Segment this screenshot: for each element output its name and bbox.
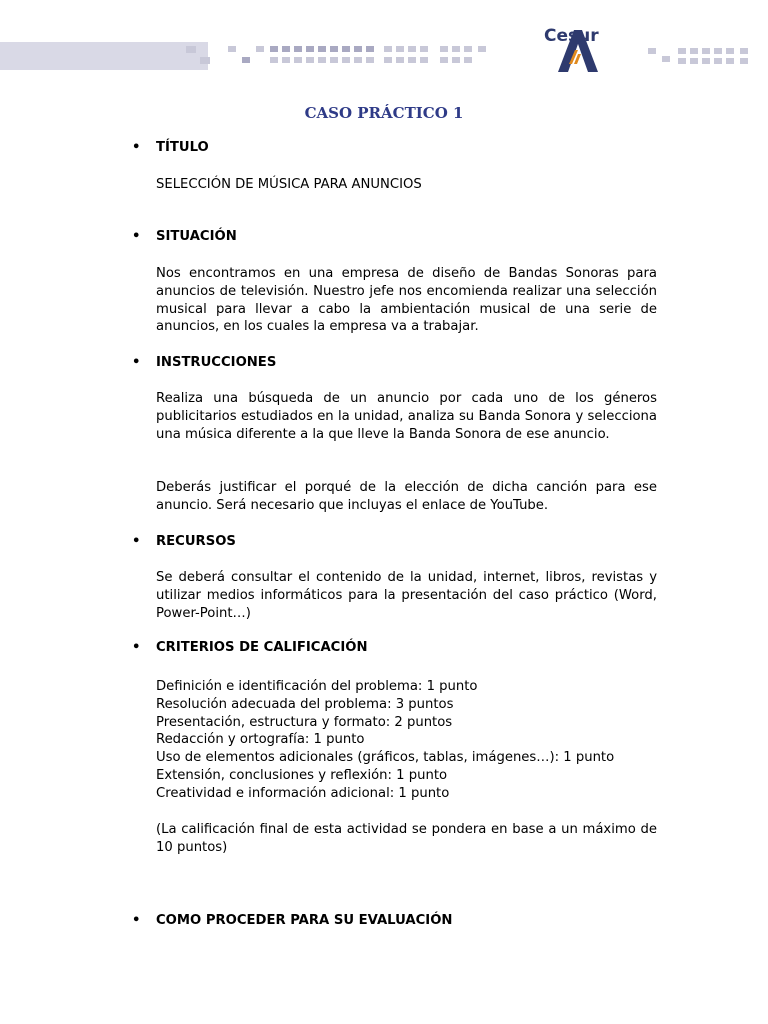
decor-square xyxy=(478,46,486,52)
decor-square xyxy=(648,48,656,54)
decor-square xyxy=(396,57,404,63)
decor-square xyxy=(294,57,302,63)
decor-square xyxy=(702,58,710,64)
decor-square xyxy=(354,57,362,63)
decor-square xyxy=(678,58,686,64)
section-instrucciones-text-2: Deberás justificar el porqué de la elección de dicha canción para ese anuncio. Será necesario que incluyas el enlace de YouTube. xyxy=(156,480,657,513)
decor-square xyxy=(282,57,290,63)
decor-square xyxy=(464,46,472,52)
criteria-item: Extensión, conclusiones y reflexión: 1 punto xyxy=(156,767,448,783)
decor-square xyxy=(420,57,428,63)
decor-square xyxy=(306,57,314,63)
section-heading: CRITERIOS DE CALIFICACIÓN xyxy=(156,640,368,655)
bullet-icon: • xyxy=(132,913,141,928)
criteria-item: Resolución adecuada del problema: 3 puntos xyxy=(156,696,454,712)
decor-square xyxy=(740,58,748,64)
decor-square xyxy=(186,46,196,53)
decor-square xyxy=(662,56,670,62)
section-heading: TÍTULO xyxy=(156,140,209,155)
criteria-item: Presentación, estructura y formato: 2 puntos xyxy=(156,714,453,730)
decor-square xyxy=(294,46,302,52)
decor-square xyxy=(420,46,428,52)
criteria-item: Redacción y ortografía: 1 punto xyxy=(156,732,365,748)
section-situacion-text: Nos encontramos en una empresa de diseño de Bandas Sonoras para anuncios de televisión. Nuestro jefe nos encomienda realizar una selección musical para llevar a cabo la ambientación musical de una serie de anuncios, en los cuales la empresa va a trabajar. xyxy=(156,266,657,335)
decor-square xyxy=(318,46,326,52)
section-heading: SITUACIÓN xyxy=(156,229,237,244)
criteria-list xyxy=(156,678,657,803)
criteria-item: Definición e identificación del problema: 1 punto xyxy=(156,679,478,694)
decor-square xyxy=(384,46,392,52)
bullet-icon: • xyxy=(132,534,141,549)
decor-square xyxy=(366,57,374,63)
section-heading: COMO PROCEDER PARA SU EVALUACIÓN xyxy=(156,913,453,928)
decor-square xyxy=(714,58,722,64)
decor-square xyxy=(740,48,748,54)
decor-square xyxy=(282,46,290,52)
decor-square xyxy=(396,46,404,52)
section-heading: RECURSOS xyxy=(156,534,236,549)
decor-square xyxy=(452,57,460,63)
decor-square xyxy=(440,57,448,63)
decor-square xyxy=(354,46,362,52)
decor-square xyxy=(306,46,314,52)
decor-square xyxy=(690,58,698,64)
page-header xyxy=(0,0,768,90)
decor-square xyxy=(242,57,250,63)
decor-square xyxy=(318,57,326,63)
decor-square xyxy=(702,48,710,54)
decor-square xyxy=(690,48,698,54)
decor-square xyxy=(270,57,278,63)
decor-square xyxy=(452,46,460,52)
decor-square xyxy=(200,57,210,64)
bullet-icon: • xyxy=(132,229,141,244)
decor-square xyxy=(408,46,416,52)
decor-square xyxy=(714,48,722,54)
logo-text: Cesur xyxy=(544,26,599,46)
section-heading: INSTRUCCIONES xyxy=(156,355,277,370)
decor-square xyxy=(330,46,338,52)
bullet-icon: • xyxy=(132,140,141,155)
decor-square xyxy=(342,46,350,52)
section-recursos-text: Se deberá consultar el contenido de la unidad, internet, libros, revistas y utilizar medios informáticos para la presentación del caso práctico (Word, Power-Point…) xyxy=(156,570,657,621)
decor-square xyxy=(330,57,338,63)
decor-square xyxy=(726,48,734,54)
criteria-item: Uso de elementos adicionales (gráficos, tablas, imágenes…): 1 punto xyxy=(156,750,615,766)
page-title: CASO PRÁCTICO 1 xyxy=(304,104,464,122)
decor-square xyxy=(726,58,734,64)
decor-square xyxy=(256,46,264,52)
decor-square xyxy=(440,46,448,52)
decor-square xyxy=(384,57,392,63)
bullet-icon: • xyxy=(132,640,141,655)
decor-square xyxy=(228,46,236,52)
decor-square xyxy=(678,48,686,54)
criteria-item: Creatividad e información adicional: 1 punto xyxy=(156,785,450,801)
cesur-logo xyxy=(538,20,608,72)
decor-square xyxy=(342,57,350,63)
section-titulo-text: SELECCIÓN DE MÚSICA PARA ANUNCIOS xyxy=(156,177,422,192)
section-instrucciones-text-1: Realiza una búsqueda de un anuncio por cada uno de los géneros publicitarios estudiados en la unidad, analiza su Banda Sonora y selecciona una música diferente a la que lleve la Banda Sonora de ese anuncio. xyxy=(156,391,657,442)
decor-square xyxy=(270,46,278,52)
criteria-note: (La calificación final de esta actividad se pondera en base a un máximo de 10 puntos) xyxy=(156,822,657,855)
decor-square xyxy=(366,46,374,52)
decor-square xyxy=(464,57,472,63)
decor-square xyxy=(408,57,416,63)
bullet-icon: • xyxy=(132,355,141,370)
header-bar xyxy=(0,42,208,70)
